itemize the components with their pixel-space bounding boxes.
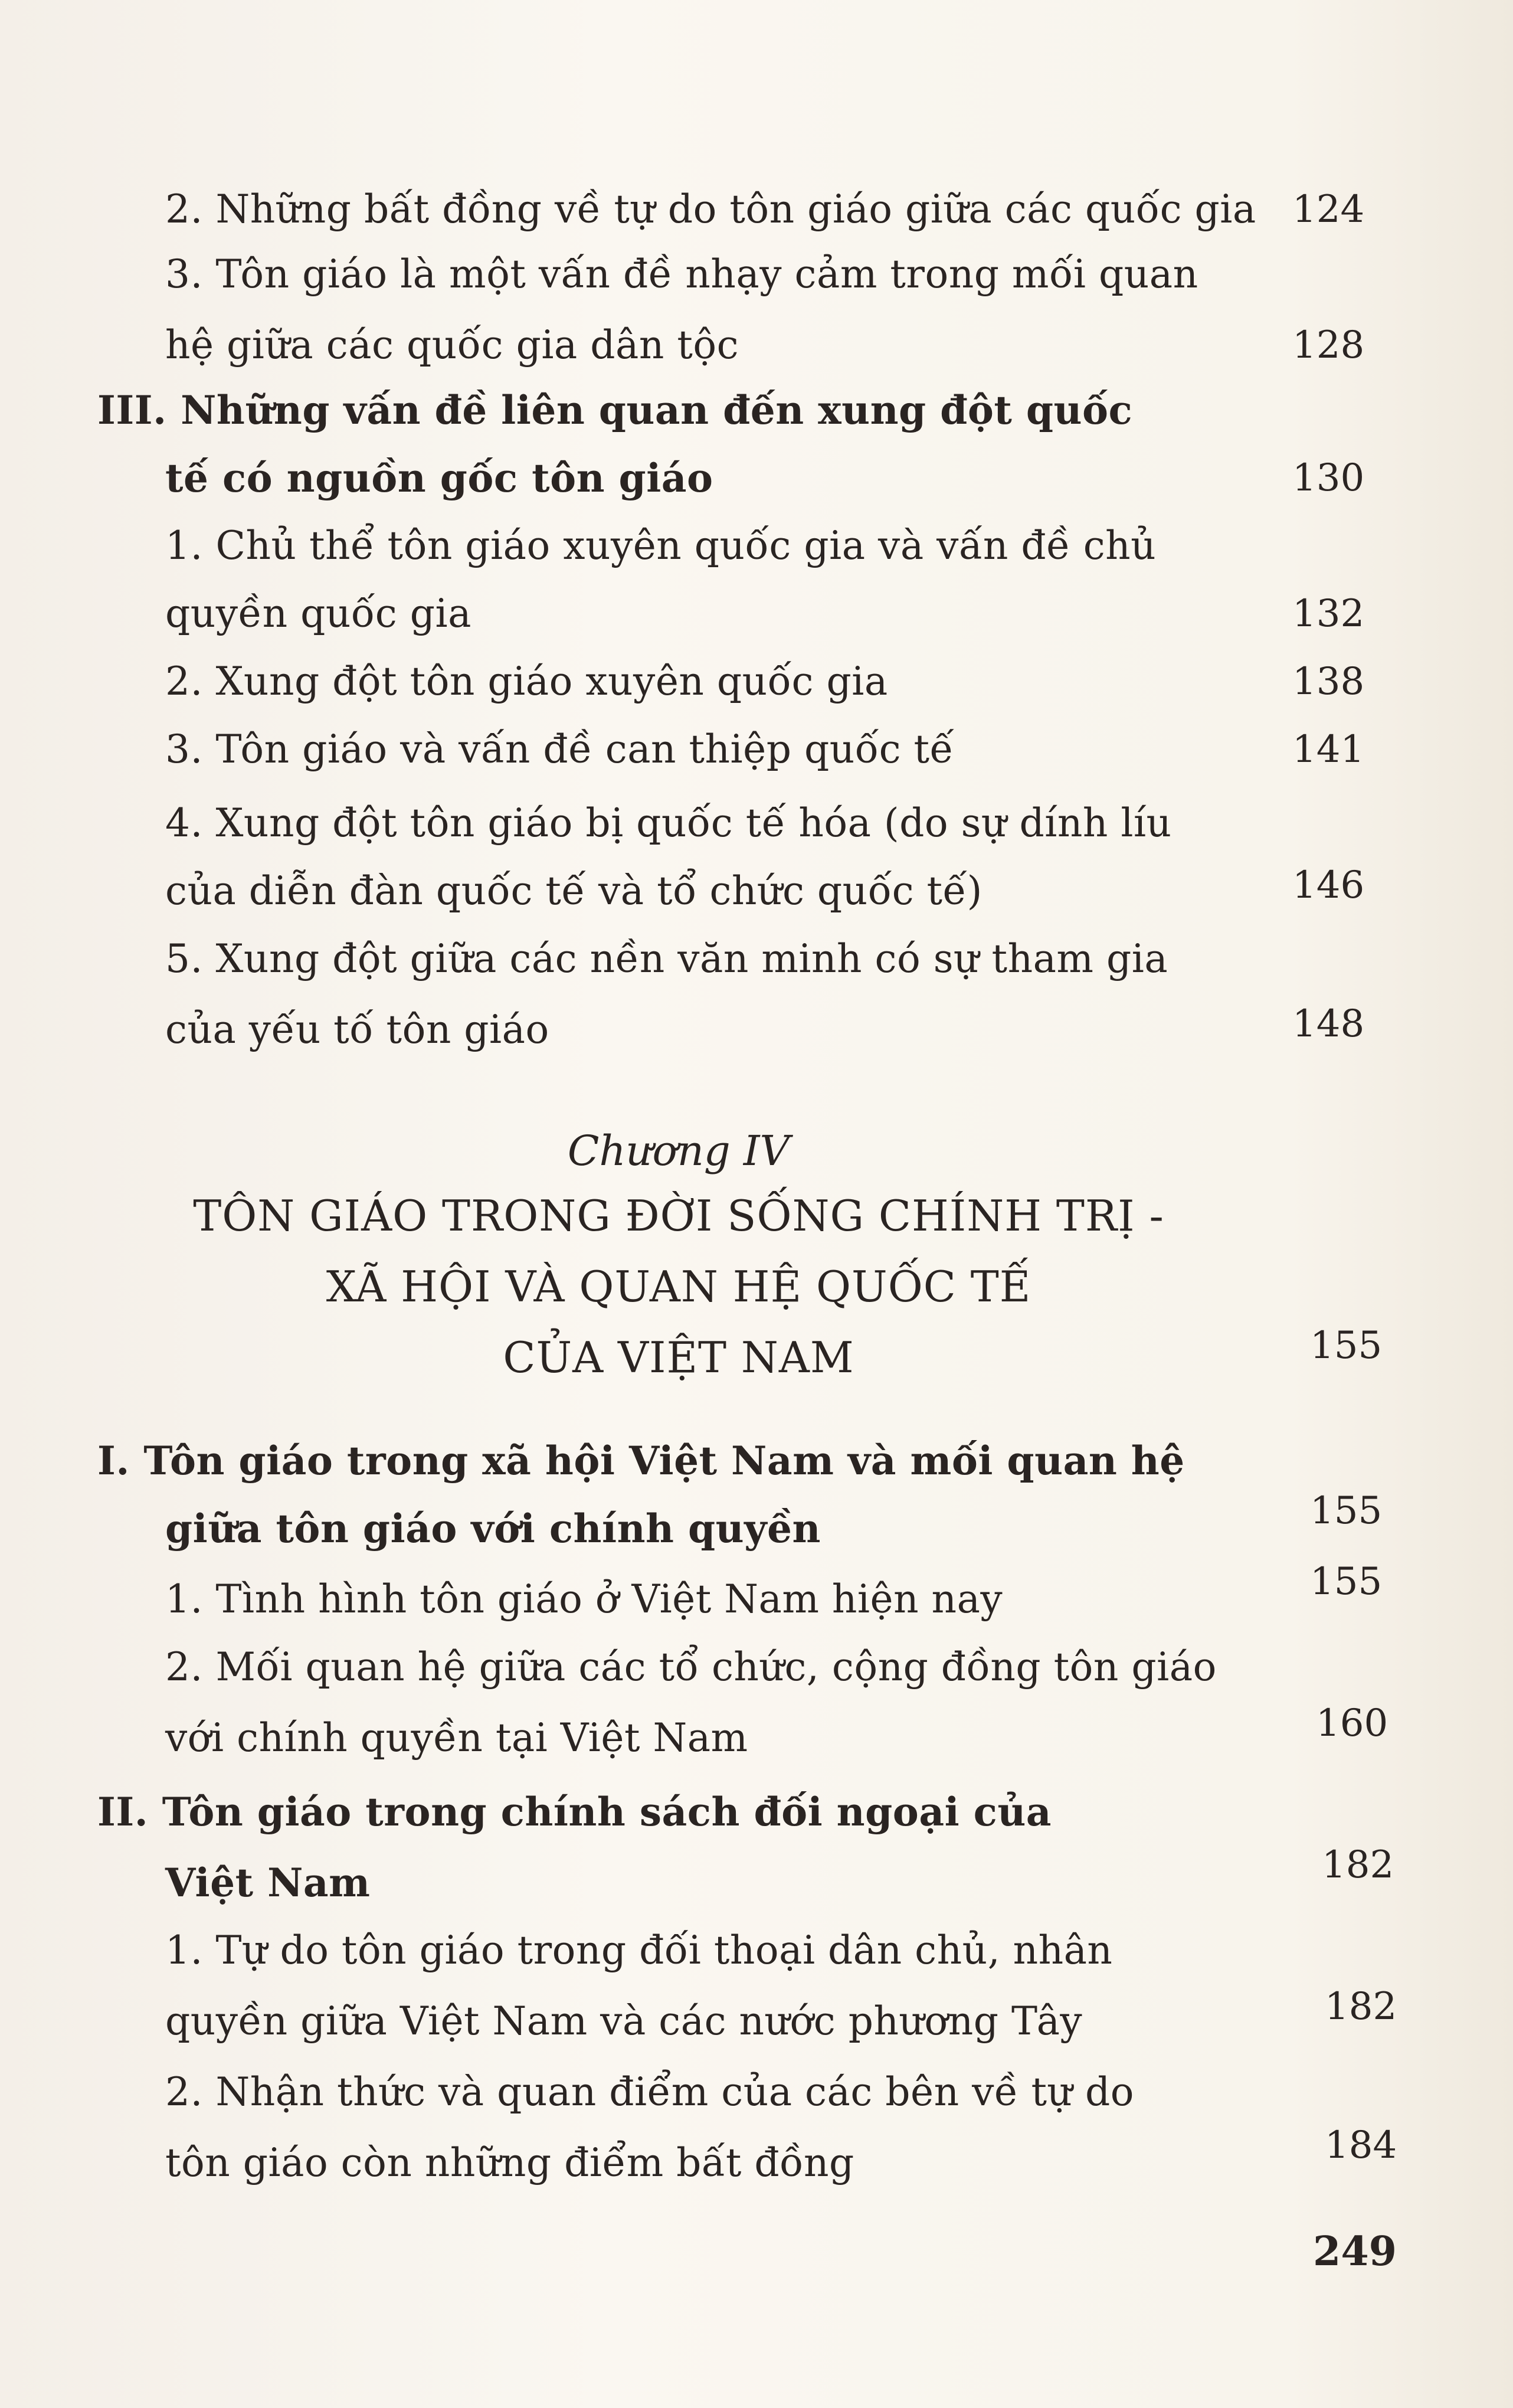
chapter-page-number: 155 [1310,1324,1383,1367]
toc-page-number: 182 [1325,1985,1397,2029]
toc-entry: của diễn đàn quốc tế và tổ chức quốc tế) [165,868,983,914]
toc-page-number: 155 [1310,1560,1383,1604]
toc-section-heading: tế có nguồn gốc tôn giáo [165,455,713,501]
toc-entry: 3. Tôn giáo và vấn đề can thiệp quốc tế [165,727,954,772]
chapter-label: Chương IV [567,1127,790,1175]
toc-page-number: 160 [1316,1702,1388,1745]
toc-page-number: 182 [1322,1843,1394,1887]
toc-entry: 1. Tình hình tôn giáo ở Việt Nam hiện nay [165,1576,1003,1622]
toc-entry: 1. Chủ thể tôn giáo xuyên quốc gia và vấn đề chủ [165,523,1157,568]
toc-entry: quyền giữa Việt Nam và các nước phương Tây [165,1998,1083,2044]
toc-entry: tôn giáo còn những điểm bất đồng [165,2140,854,2185]
toc-page-number: 130 [1292,456,1365,500]
toc-page-number: 148 [1292,1002,1365,1046]
toc-section-heading: III. Những vấn đề liên quan đến xung đột quốc [97,387,1133,433]
chapter-title-line: CỦA VIỆT NAM [503,1333,854,1382]
toc-section-heading: giữa tôn giáo với chính quyền [165,1506,821,1552]
toc-page-number: 128 [1292,323,1365,367]
chapter-title-line: XÃ HỘI VÀ QUAN HỆ QUỐC TẾ [326,1262,1031,1311]
toc-entry: quyền quốc gia [165,591,471,636]
toc-page-number: 138 [1292,660,1365,704]
toc-page-number: 132 [1292,592,1365,636]
toc-entry: của yếu tố tôn giáo [165,1007,549,1052]
toc-page-number: 146 [1292,863,1365,907]
toc-entry: 4. Xung đột tôn giáo bị quốc tế hóa (do sự dính líu [165,800,1172,846]
toc-entry: 5. Xung đột giữa các nền văn minh có sự tham gia [165,936,1168,981]
toc-entry: 3. Tôn giáo là một vấn đề nhạy cảm trong mối quan [165,251,1198,297]
toc-entry: 2. Nhận thức và quan điểm của các bên về tự do [165,2069,1134,2115]
toc-page-number: 184 [1325,2124,1397,2167]
toc-section-heading: Việt Nam [165,1860,371,1906]
toc-entry: 2. Mối quan hệ giữa các tổ chức, cộng đồng tôn giáo [165,1644,1217,1690]
toc-entry: với chính quyền tại Việt Nam [165,1715,748,1761]
toc-entry: hệ giữa các quốc gia dân tộc [165,322,739,368]
toc-section-heading: II. Tôn giáo trong chính sách đối ngoại của [97,1789,1052,1835]
toc-page-number: 155 [1310,1489,1383,1533]
toc-page-number: 124 [1292,188,1365,231]
toc-entry: 1. Tự do tôn giáo trong đối thoại dân chủ, nhân [165,1928,1113,1973]
page-number: 249 [1313,2228,1397,2275]
toc-entry: 2. Những bất đồng về tự do tôn giáo giữa các quốc gia [165,187,1256,232]
chapter-title-line: TÔN GIÁO TRONG ĐỜI SỐNG CHÍNH TRỊ - [193,1191,1164,1241]
toc-section-heading: I. Tôn giáo trong xã hội Việt Nam và mối quan hệ [97,1438,1185,1484]
toc-page-number: 141 [1292,728,1365,771]
toc-entry: 2. Xung đột tôn giáo xuyên quốc gia [165,659,888,704]
